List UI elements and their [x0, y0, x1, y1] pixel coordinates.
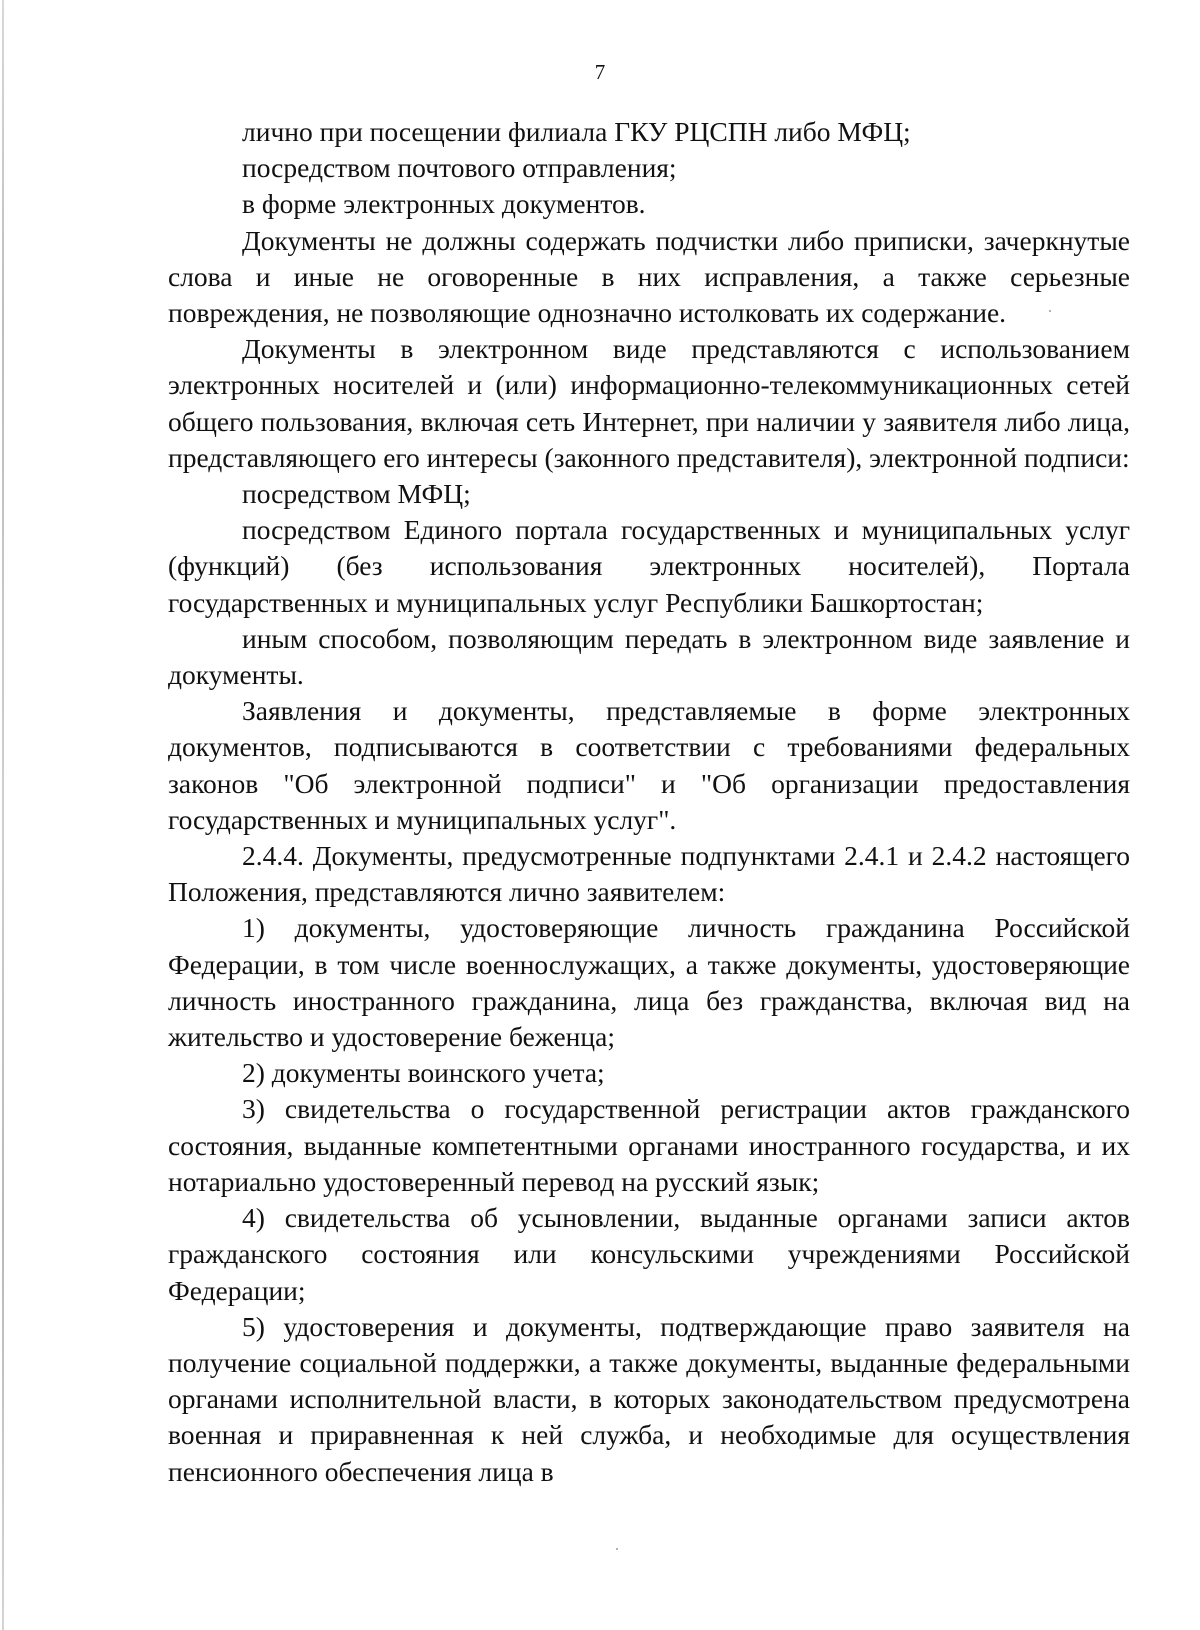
paragraph: посредством Единого портала государственных и муниципальных услуг (функций) (без использования электронных носителей), Портала государственных и муниципальных услуг Республики Башкортостан;: [168, 514, 1130, 618]
paragraph: иным способом, позволяющим передать в электронном виде заявление и документы.: [168, 622, 1130, 691]
paragraph: 2.4.4. Документы, предусмотренные подпунктами 2.4.1 и 2.4.2 настоящего Положения, представляются лично заявителем:: [168, 840, 1130, 908]
paragraph: Заявления и документы, представляемые в форме электронных документов, подписываются в соответствии с требованиями федеральных законов "Об электронной подписи" и "Об организации предоставления государственных и муниципальных услуг".: [168, 695, 1130, 835]
paragraph: в форме электронных документов.: [242, 188, 646, 220]
paragraph: Документы не должны содержать подчистки либо приписки, зачеркнутые слова и иные не оговоренные в них исправления, а также серьезные повреждения, не позволяющие однозначно истолковать их содержание.: [168, 224, 1130, 329]
paragraph: посредством почтового отправления;: [242, 152, 677, 184]
paragraph: 2) документы воинского учета;: [242, 1057, 605, 1089]
scan-speck: [1049, 310, 1051, 312]
paragraph: посредством МФЦ;: [242, 478, 471, 510]
paragraph: 5) удостоверения и документы, подтверждающие право заявителя на получение социальной поддержки, а также документы, выданные федеральными органами исполнительной власти, в которых законодательством предусмотрена военная и приравненная к ней служба, и необходимые для осуществления пенсионного обеспечения лица в: [168, 1310, 1130, 1487]
page-number: 7: [594, 60, 606, 84]
paragraph: 1) документы, удостоверяющие личность гражданина Российской Федерации, в том числе военнослужащих, а также документы, удостоверяющие личность иностранного гражданина, лица без гражданства, включая вид на жительство и удостоверение беженца;: [168, 912, 1130, 1053]
scan-edge: [2, 0, 4, 1630]
scan-speck: [616, 1548, 618, 1550]
document-body: [168, 114, 1130, 1490]
paragraph: 4) свидетельства об усыновлении, выданные органами записи актов гражданского состояния или консульскими учреждениями Российской Федерации;: [168, 1202, 1130, 1306]
paragraph: 3) свидетельства о государственной регистрации актов гражданского состояния, выданные компетентными органами иностранного государства, и их нотариально удостоверенный перевод на русский язык;: [168, 1093, 1130, 1197]
paragraph: лично при посещении филиала ГКУ РЦСПН либо МФЦ;: [242, 116, 911, 147]
paragraph: Документы в электронном виде представляются с использованием электронных носителей и (или) информационно-телекоммуникационных сетей общего пользования, включая сеть Интернет, при наличии у заявителя либо лица, представляющего его интересы (законного представителя), электронной подписи:: [168, 333, 1130, 473]
